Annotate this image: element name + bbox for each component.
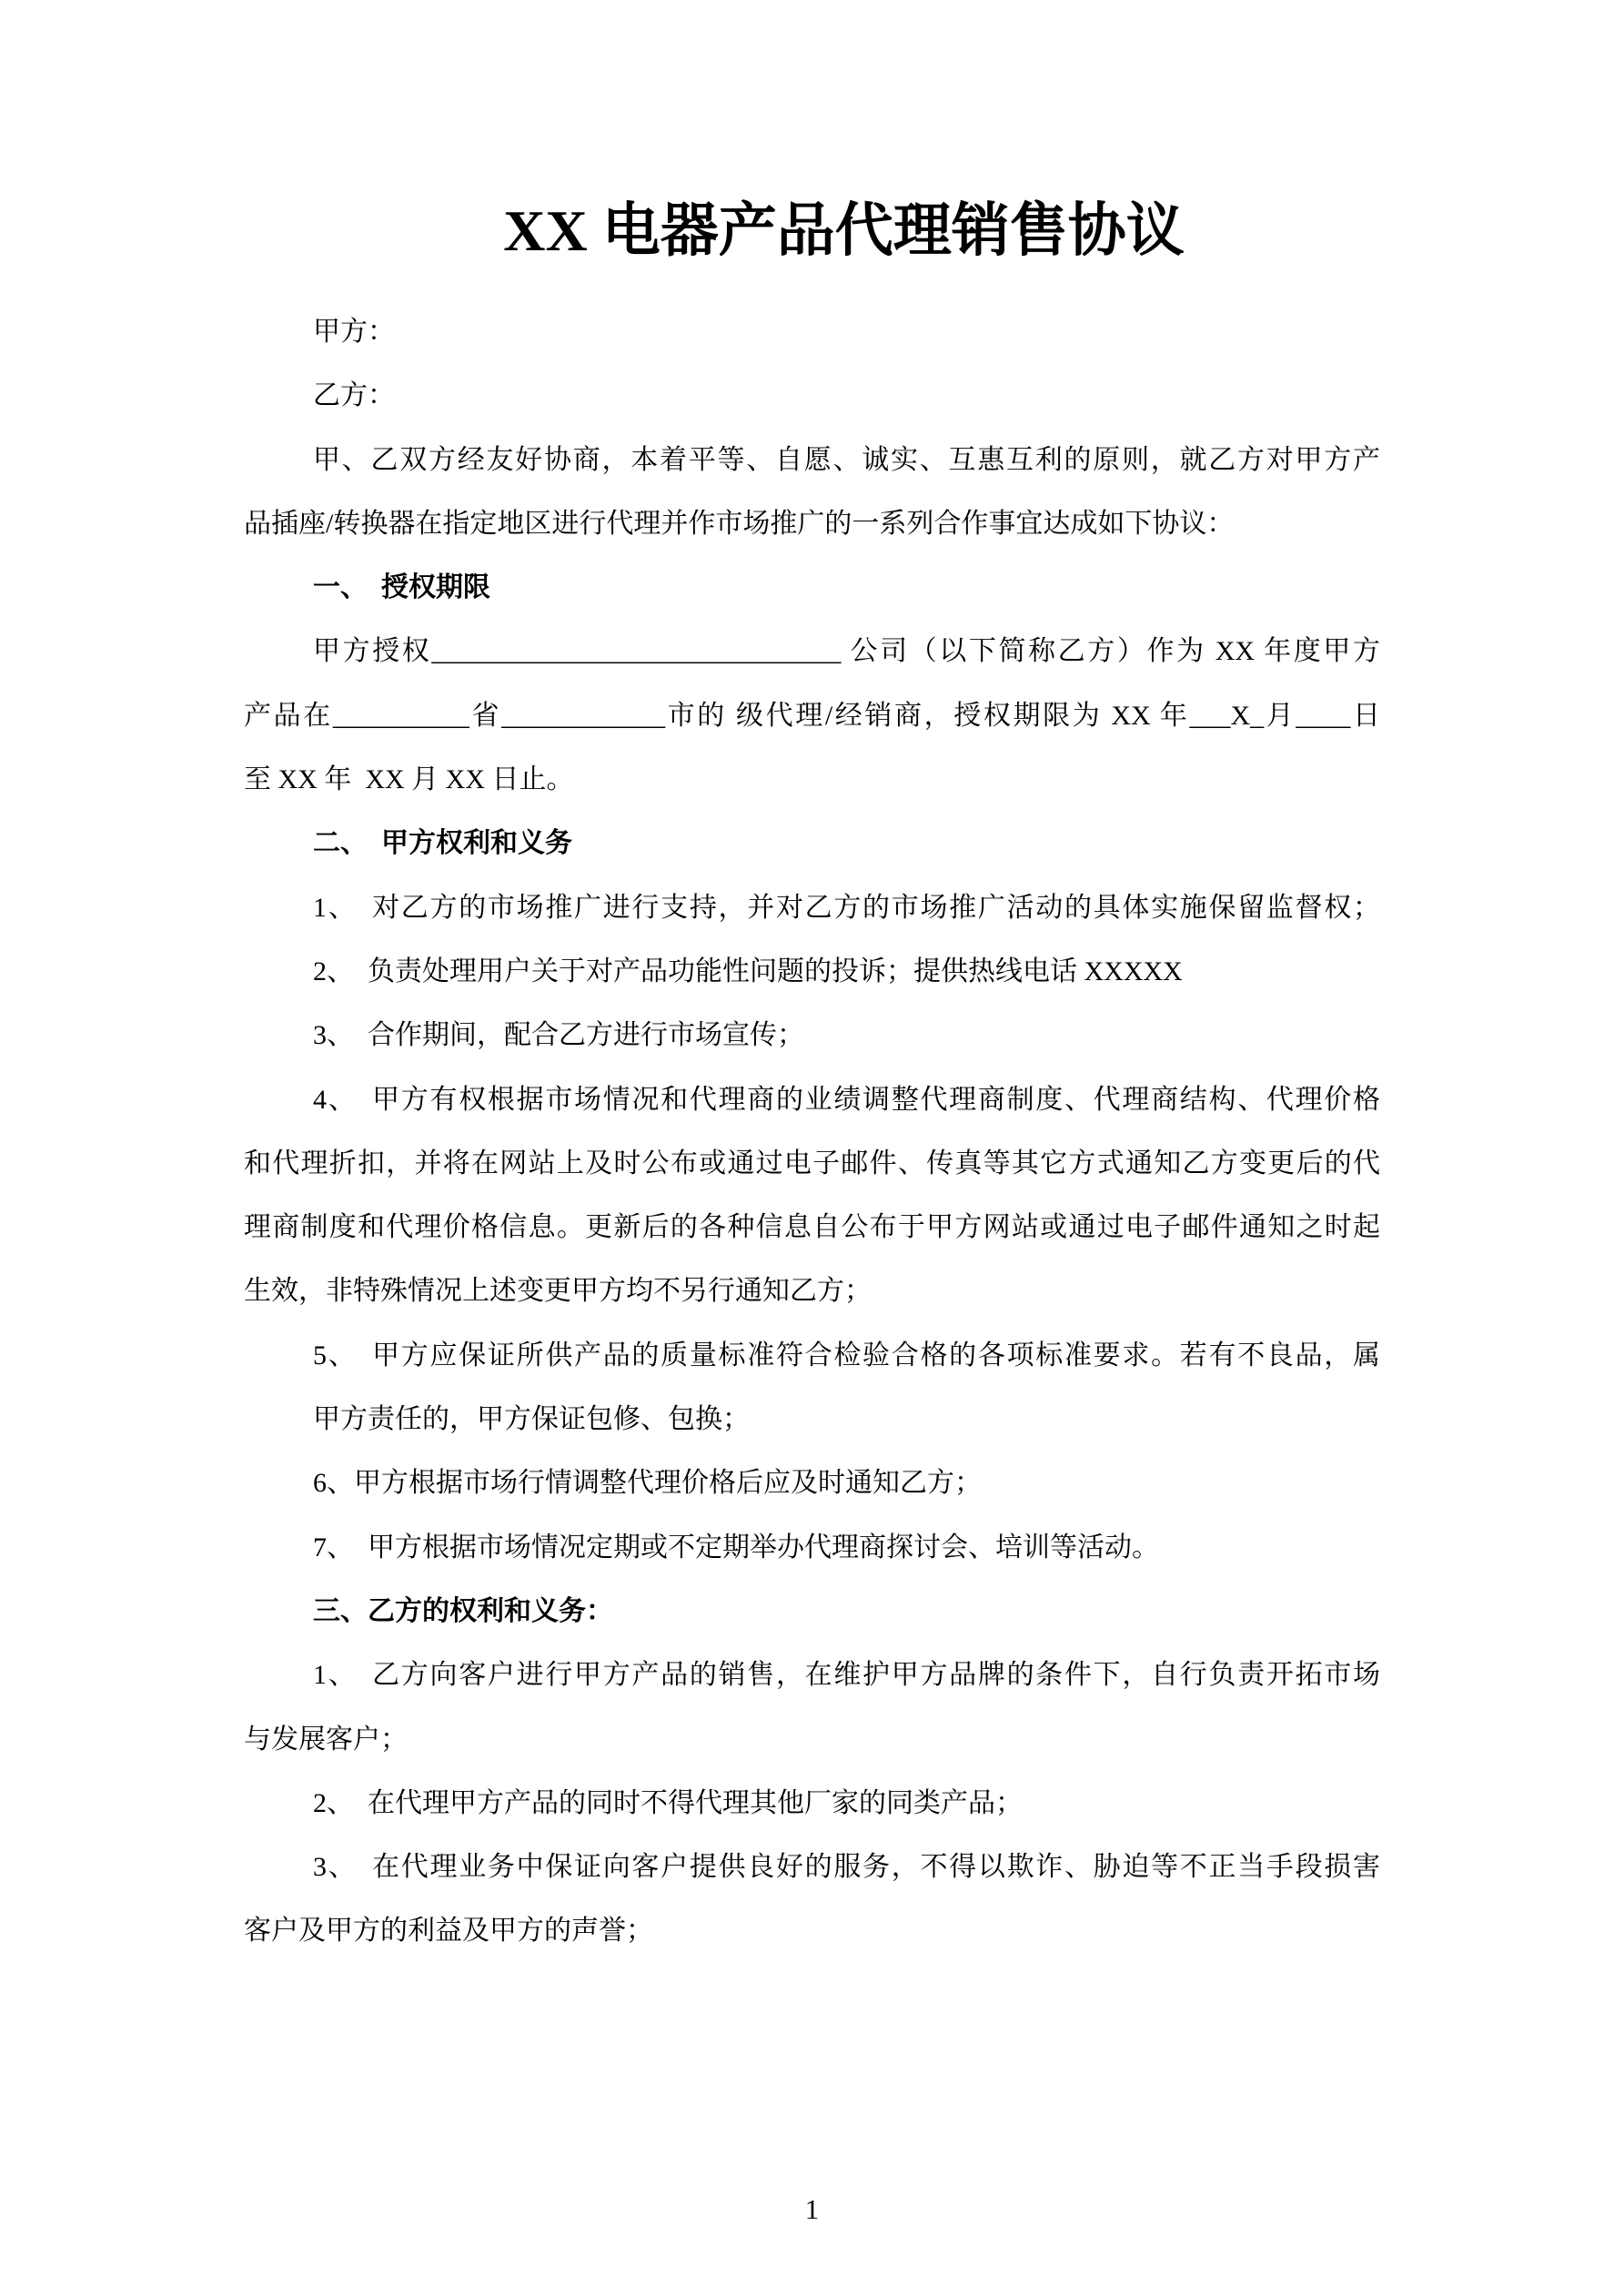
text-line: 三、乙方的权利和义务： [313, 1595, 613, 1626]
text-line: 2、 负责处理用户关于对产品功能性问题的投诉；提供热线电话 XXXXX [313, 956, 1183, 986]
text-line: 1、 对乙方的市场推广进行支持，并对乙方的市场推广活动的具体实施保留监督权； [313, 892, 1380, 923]
text-line: 甲方： [313, 317, 395, 347]
text-line: 产品在__________省____________市的 级代理/经销商，授权期限为 XX 年___X_月____日 [244, 700, 1380, 731]
text-line: 7、 甲方根据市场情况定期或不定期举办代理商探讨会、培训等活动。 [313, 1532, 1159, 1563]
text-line: 3、 合作期间，配合乙方进行市场宣传； [313, 1020, 804, 1051]
text-line: 2、 在代理甲方产品的同时不得代理其他厂家的同类产品； [313, 1787, 1023, 1818]
text-line: 甲方授权______________________________ 公司（以下简称乙方）作为 XX 年度甲方 [313, 636, 1380, 667]
text-line: 一、 授权期限 [313, 572, 490, 603]
text-line: 乙方： [313, 380, 395, 411]
text-line: 生效，非特殊情况上述变更甲方均不另行通知乙方； [244, 1276, 872, 1307]
text-line: 二、 甲方权利和义务 [313, 828, 572, 859]
text-line: 和代理折扣，并将在网站上及时公布或通过电子邮件、传真等其它方式通知乙方变更后的代 [244, 1148, 1380, 1178]
text-line: 5、 甲方应保证所供产品的质量标准符合检验合格的各项标准要求。若有不良品，属 [313, 1340, 1380, 1371]
text-line: 1、 乙方向客户进行甲方产品的销售，在维护甲方品牌的条件下，自行负责开拓市场 [313, 1660, 1380, 1691]
text-line: 与发展客户； [244, 1724, 408, 1755]
text-line: 理商制度和代理价格信息。更新后的各种信息自公布于甲方网站或通过电子邮件通知之时起 [244, 1212, 1380, 1243]
text-line: 甲方责任的，甲方保证包修、包换； [313, 1404, 750, 1435]
text-line: 至 XX 年 XX 月 XX 日止。 [244, 764, 574, 795]
text-line: 甲、乙双方经友好协商，本着平等、自愿、诚实、互惠互利的原则，就乙方对甲方产 [313, 444, 1380, 475]
document-body [244, 300, 1380, 1964]
text-line: 品插座/转换器在指定地区进行代理并作市场推广的一系列合作事宜达成如下协议： [244, 508, 1235, 539]
text-line: 3、 在代理业务中保证向客户提供良好的服务，不得以欺诈、胁迫等不正当手段损害 [313, 1852, 1380, 1883]
text-line: 6、甲方根据市场行情调整代理价格后应及时通知乙方； [313, 1468, 982, 1499]
document-title: XX 电器产品代理销售协议 [503, 198, 1185, 263]
page-number: 1 [804, 2193, 820, 2225]
text-line: 4、 甲方有权根据市场情况和代理商的业绩调整代理商制度、代理商结构、代理价格 [313, 1084, 1380, 1115]
text-line: 客户及甲方的利益及甲方的声誉； [244, 1916, 653, 1947]
